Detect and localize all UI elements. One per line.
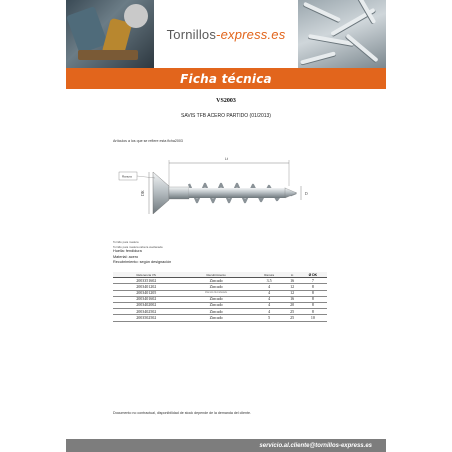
banner-title: Ficha técnica: [180, 71, 272, 86]
screw-shank: [169, 187, 189, 199]
table-cell: 12: [286, 290, 299, 296]
screw-drawing: [113, 148, 333, 230]
table-header: Ranura: [253, 272, 286, 278]
contact-email-link[interactable]: servicio.al.cliente@tornillos-express.es: [259, 442, 372, 449]
table-cell: 4: [253, 296, 286, 302]
table-cell: 8: [299, 284, 327, 290]
dim-diameter-label: D: [305, 192, 308, 196]
info-block: [113, 240, 171, 265]
table-cell: 20: [286, 302, 299, 308]
footer: [66, 439, 386, 452]
product-subtitle: SAVIS TFB ACERO PARTIDO (01/2013): [181, 113, 271, 119]
table-cell: 25: [286, 315, 299, 321]
logo-text: Tornillos-express.es: [166, 26, 286, 42]
info-line: Tornillo para madera: [113, 240, 139, 244]
table-cell: Zincado: [179, 309, 252, 315]
table-cell: Zincado: [179, 302, 252, 308]
callout-label: Ranura: [122, 174, 132, 179]
table-header: Ø DK: [299, 272, 327, 278]
table-cell: 2003401202: [113, 284, 179, 290]
articles-note: Artículos a los que se refiere esta ficha2003: [113, 139, 183, 143]
table-cell: 2003502502: [113, 315, 179, 321]
table-cell: 25: [286, 309, 299, 315]
table-header: Recubrimiento: [179, 272, 252, 278]
spec-line: Material: acero: [113, 254, 139, 259]
info-line: Tornillo para madera cabeza avellanada: [113, 244, 163, 249]
references-table: [113, 272, 327, 322]
table-header: Referencia VS: [113, 272, 179, 278]
table-cell: 4: [253, 284, 286, 290]
logo: [154, 0, 298, 68]
table-cell: 16: [286, 296, 299, 302]
table-cell: 4: [253, 302, 286, 308]
table-cell: 2003402002: [113, 302, 179, 308]
screws-photo: [298, 0, 386, 68]
table-cell: 8: [299, 309, 327, 315]
table-cell: 3.5: [253, 278, 286, 284]
table-cell: Zincado bicromatado: [179, 290, 252, 296]
table-cell: 2003402502: [113, 309, 179, 315]
table-header: Lt: [286, 272, 299, 278]
table-cell: Zincado: [179, 296, 252, 302]
tools-photo: [66, 0, 154, 68]
table-cell: 12: [286, 284, 299, 290]
table-cell: Zincado: [179, 284, 252, 290]
table-cell: 8: [299, 296, 327, 302]
disclaimer: Documento no contractual, disponibilidad de stock depende de la demanda del cliente.: [113, 411, 252, 415]
table-cell: 8: [299, 290, 327, 296]
table-cell: 2003401602: [113, 296, 179, 302]
table-cell: 2003401205: [113, 290, 179, 296]
table-cell: 4: [253, 290, 286, 296]
table-cell: 7: [299, 278, 327, 284]
table-row: [113, 315, 327, 321]
table-cell: 10: [299, 315, 327, 321]
table-cell: 4: [253, 309, 286, 315]
dim-length-label: Lt: [225, 157, 228, 161]
table-cell: 2003351602: [113, 278, 179, 284]
title-banner: [66, 68, 386, 89]
table-cell: Zincado: [179, 278, 252, 284]
spec-line: Recubrimiento: según designación: [113, 260, 172, 264]
header: [66, 0, 386, 68]
screw-head: [153, 172, 169, 214]
table-cell: Zincado: [179, 315, 252, 321]
spec-line: Huella: fendidura: [113, 249, 142, 254]
dim-head-label: DK: [140, 190, 145, 196]
screw-threads: [189, 184, 297, 202]
table-cell: 8: [299, 302, 327, 308]
table-cell: 5: [253, 315, 286, 321]
table-cell: 16: [286, 278, 299, 284]
product-code: VS2003: [216, 98, 236, 104]
